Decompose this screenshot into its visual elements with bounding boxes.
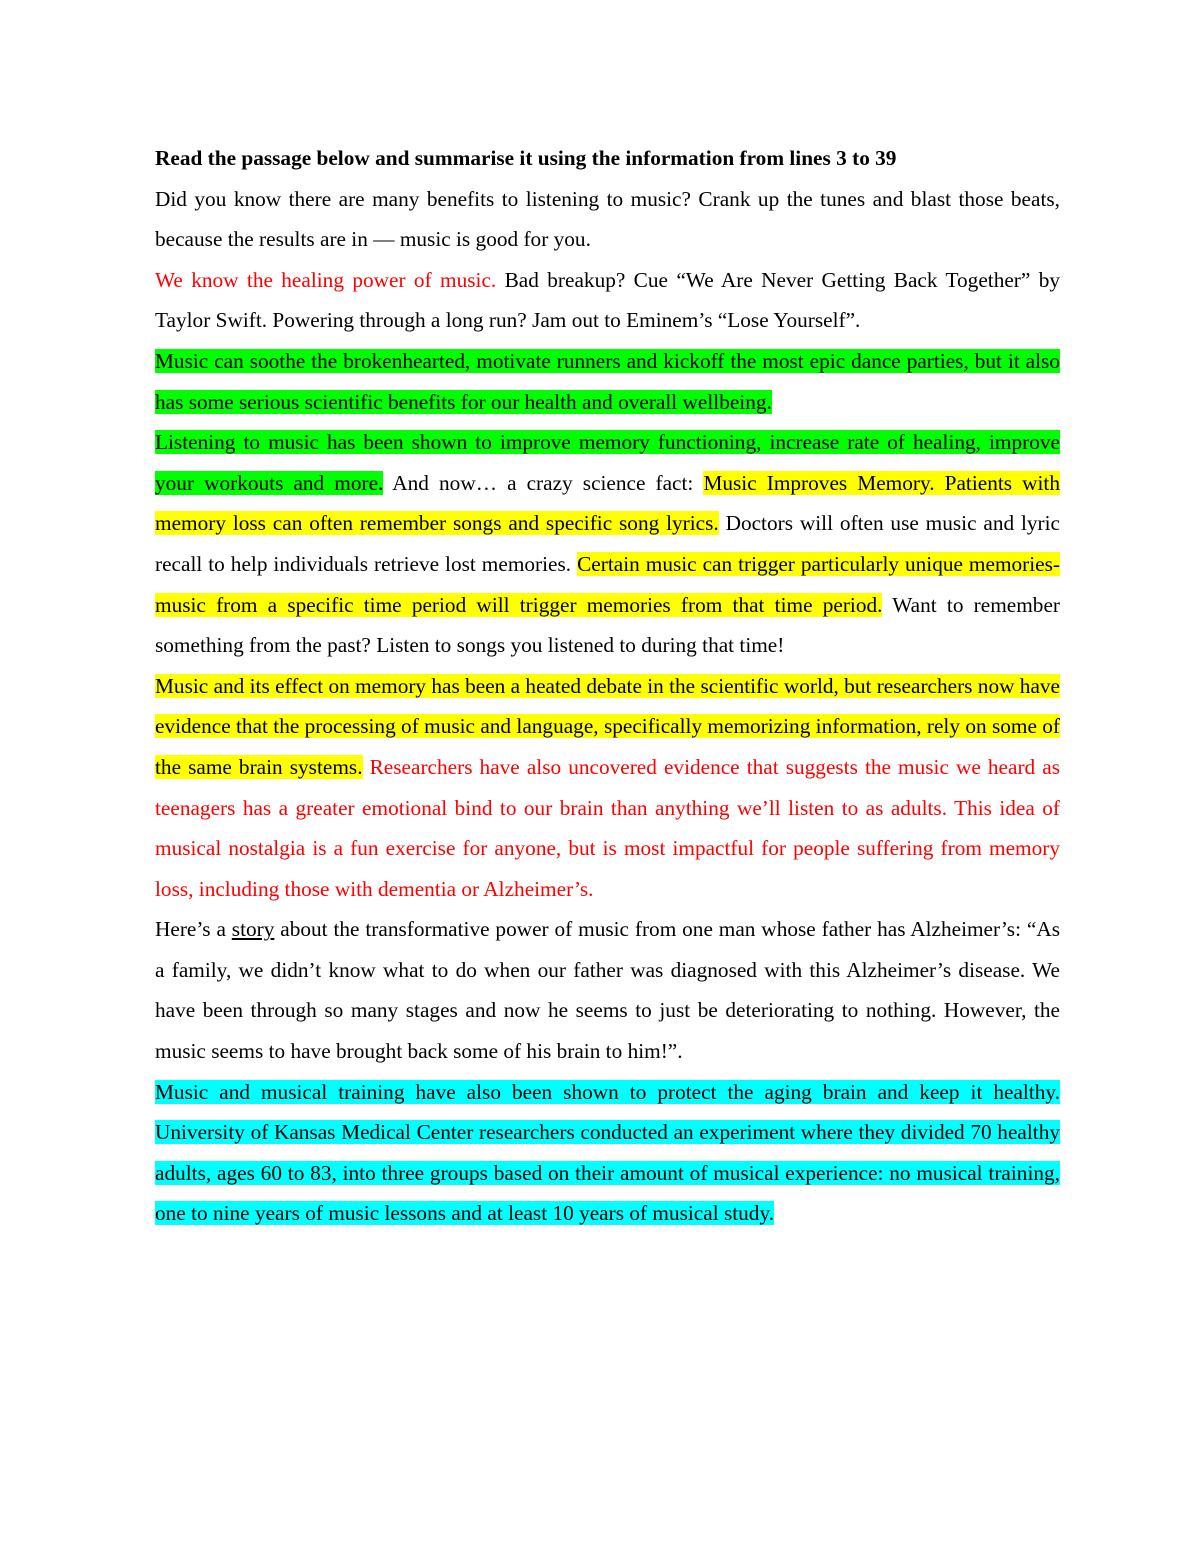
doctors-text: Doctors will often use music and lyric recall to help individuals retrieve lost memories. <box>155 511 1061 576</box>
intro-paragraph: Did you know there are many benefits to listening to music? Crank up the tunes and blast those beats, because the results are in — music is good for you. <box>155 186 1060 252</box>
instruction-heading: Read the passage below and summarise it using the information from lines 3 to 39 <box>155 146 897 170</box>
document-page <box>155 138 1060 1234</box>
story-intro-text: Here’s a <box>155 917 232 942</box>
training-paragraph <box>155 1072 1060 1234</box>
memory-paragraph <box>155 422 1060 666</box>
yellow-highlight-memory: Music Improves Memory. Patients with memory loss can often remember songs and specific song lyrics. <box>155 470 1060 536</box>
red-sentence-healing: We know the healing power of music. <box>155 267 497 292</box>
science-fact-text: And now… a crazy science fact: <box>383 470 704 495</box>
red-text-nostalgia: Researchers have also uncovered evidence that suggests the music we heard as teenagers has a greater emotional bind to our brain than anything we’ll listen to as adults. This idea of musical nostalgia is a fun exercise for anyone, but is most impactful for people suffering from memory loss, including those with dementia or Alzheimer’s. <box>155 754 1061 901</box>
green-highlight-listening: Listening to music has been shown to improve memory functioning, increase rate of healing, improve your workouts and more. <box>155 430 1060 495</box>
story-quote-text: about the transformative power of music from one man whose father has Alzheimer’s: “As a family, we didn’t know what to do when our father was diagnosed with this Alzheimer’s disease. We have been through so many stages and now he seems to just be deteriorating to nothing. However, the music seems to have brought back some of his brain to him!”. <box>155 917 1061 1064</box>
research-paragraph <box>155 666 1060 910</box>
story-link[interactable]: story <box>231 917 275 942</box>
yellow-highlight-time-period: Certain music can trigger particularly unique memories- music from a specific time period will trigger memories from that time period. <box>155 551 1061 617</box>
yellow-highlight-debate: Music and its effect on memory has been a heated debate in the scientific world, but researchers now have evidence that the processing of music and language, specifically memorizing information, rely on some of the same brain systems. <box>155 673 1060 779</box>
story-paragraph <box>155 909 1060 1071</box>
remember-text: Want to remember something from the past? Listen to songs you listened to during that time! <box>155 592 1061 658</box>
benefits-paragraph <box>155 341 1060 422</box>
cyan-highlight-training: Music and musical training have also been shown to protect the aging brain and keep it healthy. University of Kansas Medical Center researchers conducted an experiment where they divided 70 healthy adults, ages 60 to 83, into three groups based on their amount of musical experience: no musical training, one to nine years of music lessons and at least 10 years of musical study. <box>155 1079 1060 1226</box>
breakup-text: Bad breakup? Cue “We Are Never Getting Back Together” by Taylor Swift. Powering through a long run? Jam out to Eminem’s “Lose Yourself”. <box>155 267 1061 333</box>
healing-paragraph <box>155 260 1060 341</box>
green-highlight-benefits: Music can soothe the brokenhearted, motivate runners and kickoff the most epic dance parties, but it also has some serious scientific benefits for our health and overall wellbeing. <box>155 348 1060 414</box>
